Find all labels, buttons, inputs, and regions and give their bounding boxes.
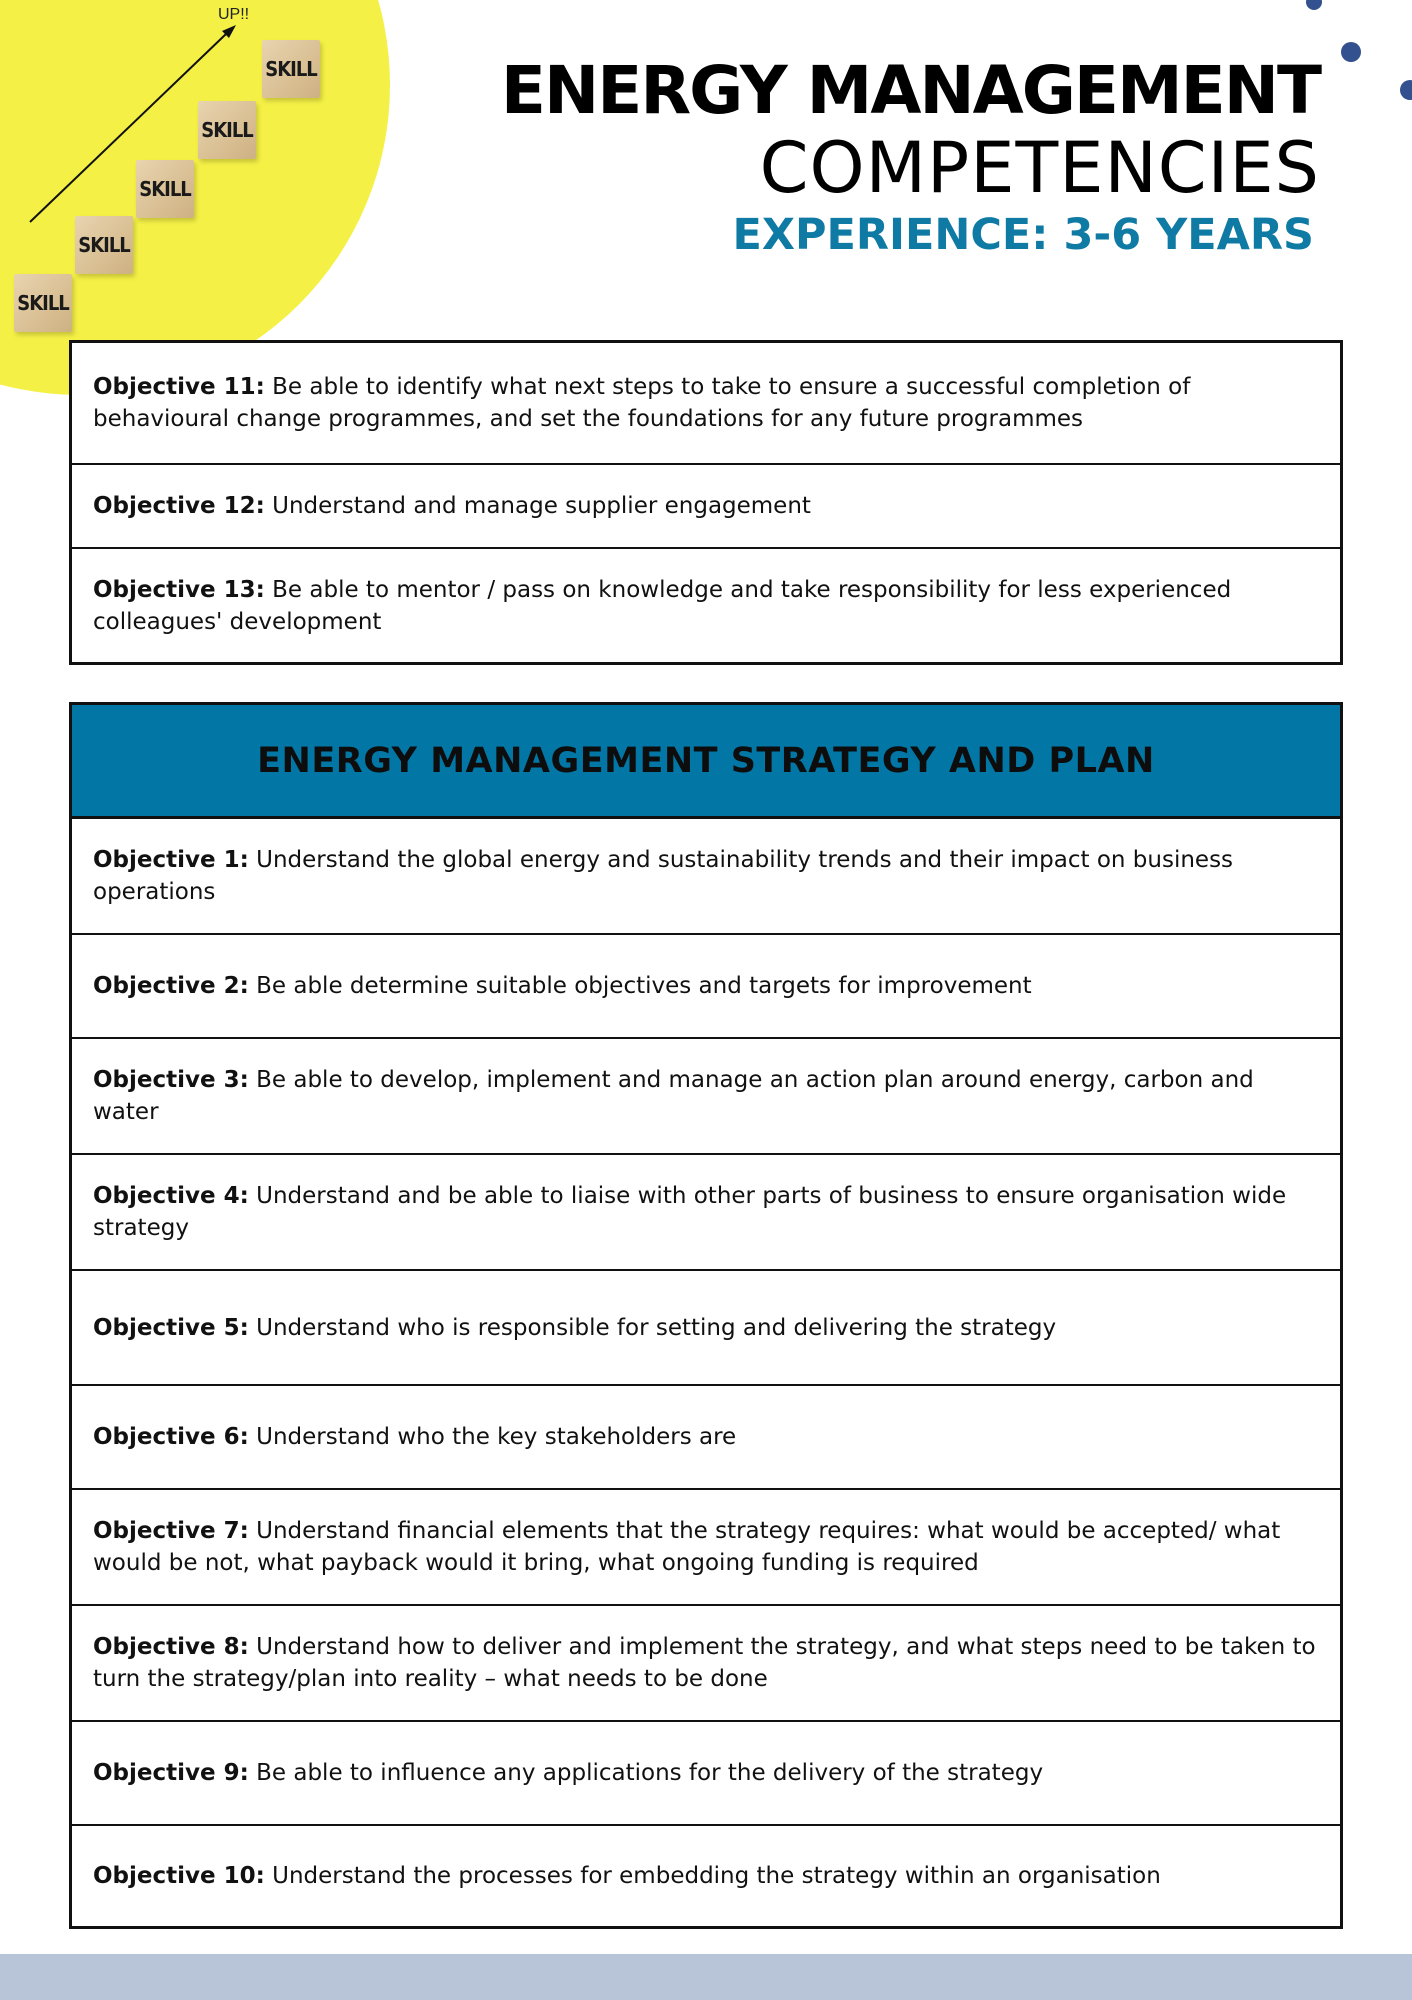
objective-row	[72, 1384, 1340, 1488]
page-subtitle: COMPETENCIES	[759, 127, 1320, 209]
objective-row	[72, 816, 1340, 933]
objective-text	[93, 574, 1319, 638]
up-label: UP!!	[218, 6, 250, 23]
objective-description: Understand the global energy and sustainability trends and their impact on business operations	[93, 847, 1234, 905]
objective-text	[93, 1064, 1319, 1128]
objective-label: Objective 2:	[93, 973, 249, 999]
objective-description: Understand the processes for embedding the strategy within an organisation	[264, 1863, 1161, 1889]
objective-label: Objective 5:	[93, 1314, 249, 1341]
objective-label: Objective 1:	[93, 847, 249, 873]
footer-bar	[0, 1954, 1412, 2000]
objective-row	[72, 1488, 1340, 1604]
objective-description: Understand who is responsible for setting and delivering the strategy	[248, 1314, 1057, 1341]
objective-row	[72, 1153, 1340, 1269]
objective-description: Be able to develop, implement and manage an action plan around energy, carbon and water	[93, 1067, 1254, 1125]
objective-text	[93, 1515, 1319, 1579]
objective-description: Be able to identify what next steps to take to ensure a successful completion of behavioural change programmes, and set the foundations for any future programmes	[93, 374, 1191, 432]
objective-text	[93, 1631, 1319, 1695]
objective-label: Objective 13:	[93, 576, 265, 603]
objective-text	[93, 1180, 1319, 1244]
objective-row	[72, 343, 1340, 463]
strategy-plan-table	[69, 702, 1343, 1929]
objective-row	[72, 933, 1340, 1037]
continued-objectives-table	[69, 340, 1343, 665]
objective-text	[93, 1860, 1161, 1892]
objective-description: Understand and be able to liaise with other parts of business to ensure organisation wide strategy	[93, 1183, 1287, 1241]
objective-description: Understand who the key stakeholders are	[248, 1424, 737, 1450]
skill-block: SKILL	[136, 160, 194, 218]
objective-label: Objective 9:	[93, 1760, 249, 1786]
skill-steps-image	[0, 0, 340, 350]
objective-text	[93, 1421, 736, 1453]
skill-block: SKILL	[75, 216, 133, 274]
objective-row	[72, 1720, 1340, 1824]
objective-label: Objective 7:	[93, 1518, 249, 1544]
objective-row	[72, 547, 1340, 662]
objective-text	[93, 371, 1319, 435]
skill-block: SKILL	[14, 274, 72, 332]
objective-description: Understand financial elements that the strategy requires: what would be accepted/ what would be not, what payback would it bring, what ongoing funding is required	[93, 1518, 1281, 1576]
decorative-dot	[1341, 42, 1361, 62]
objective-row	[72, 1037, 1340, 1153]
objective-label: Objective 8:	[93, 1634, 249, 1660]
page-title: ENERGY MANAGEMENT	[500, 52, 1320, 129]
skill-block: SKILL	[198, 101, 256, 159]
objective-description: Be able to influence any applications for the delivery of the strategy	[248, 1760, 1044, 1786]
objective-label: Objective 11:	[93, 374, 265, 400]
objective-text	[93, 490, 811, 522]
decorative-dot	[1306, 0, 1322, 10]
objective-label: Objective 12:	[93, 493, 265, 519]
objective-text	[93, 1757, 1043, 1789]
objective-text	[93, 1312, 1056, 1344]
objective-row	[72, 1604, 1340, 1720]
objective-description: Be able determine suitable objectives and targets for improvement	[248, 973, 1032, 999]
objective-description: Understand and manage supplier engagement	[264, 493, 811, 519]
objective-label: Objective 3:	[93, 1067, 249, 1093]
objective-description: Understand how to deliver and implement the strategy, and what steps need to be taken to turn the strategy/plan into reality – what needs to be done	[93, 1634, 1316, 1692]
skill-block: SKILL	[262, 40, 320, 98]
objective-row	[72, 1269, 1340, 1384]
objective-label: Objective 4:	[93, 1183, 249, 1209]
objective-row	[72, 1824, 1340, 1926]
objective-label: Objective 6:	[93, 1424, 249, 1450]
objective-label: Objective 10:	[93, 1863, 265, 1889]
decorative-dot	[1400, 80, 1412, 100]
objective-text	[93, 844, 1319, 908]
objective-row	[72, 463, 1340, 547]
objective-description: Be able to mentor / pass on knowledge and take responsibility for less experienced colleagues' development	[93, 576, 1232, 635]
section-heading: ENERGY MANAGEMENT STRATEGY AND PLAN	[72, 705, 1340, 816]
objective-text	[93, 970, 1032, 1002]
experience-label: EXPERIENCE: 3-6 YEARS	[732, 210, 1314, 260]
